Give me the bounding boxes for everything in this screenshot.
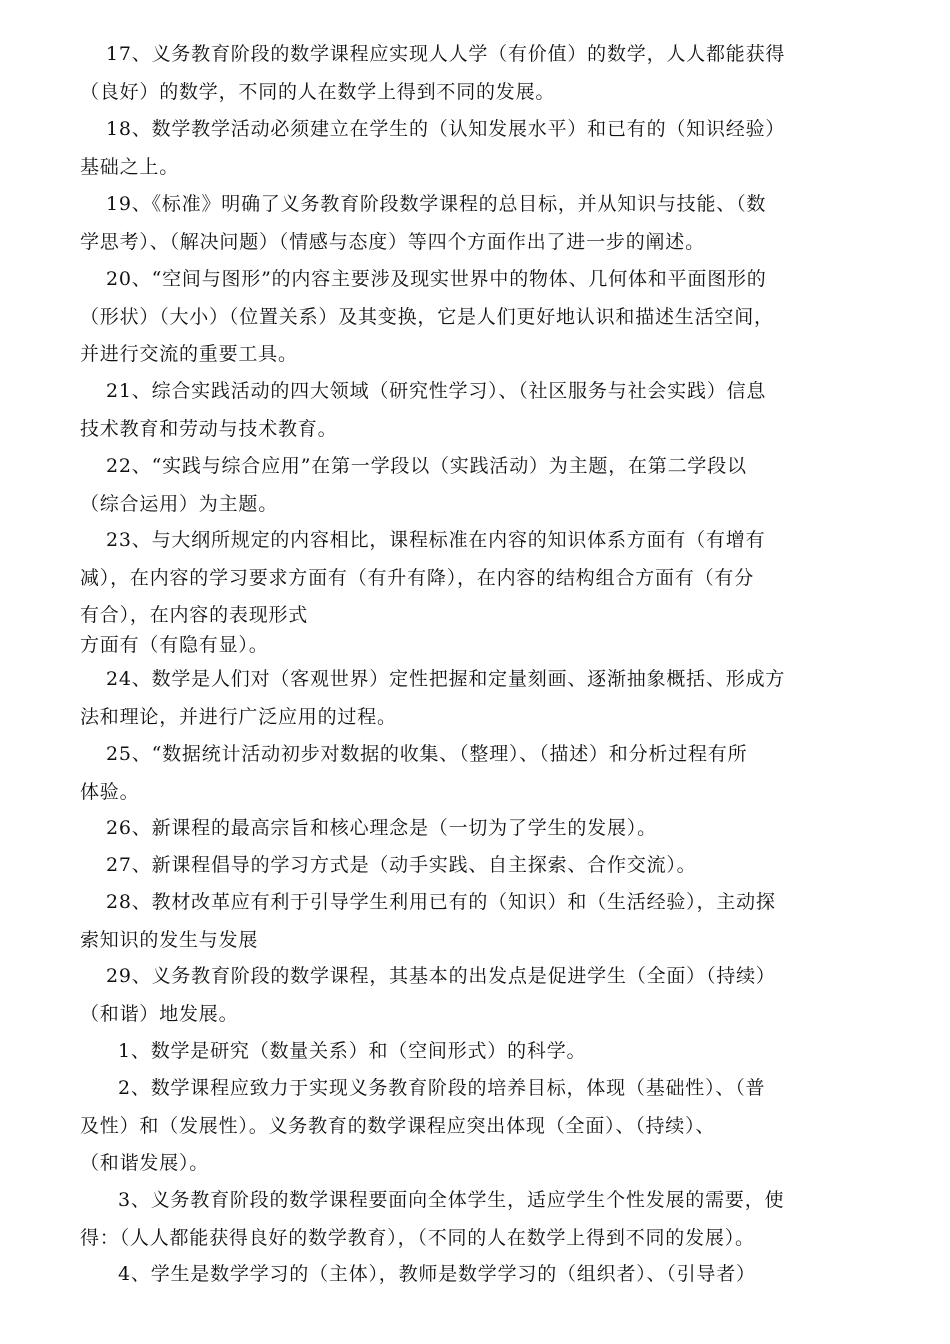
paragraph-18	[80, 111, 880, 186]
text-line: （和谐）地发展。	[80, 1002, 239, 1025]
text-line: 索知识的发生与发展	[80, 928, 259, 951]
text-line: 25、“数据统计活动初步对数据的收集、（整理）、（描述）和分析过程有所	[106, 743, 748, 765]
paragraph-29	[80, 958, 880, 1033]
paragraph-28	[80, 884, 880, 959]
text-line: 减），在内容的学习要求方面有（有升有降），在内容的结构组合方面有（有分	[80, 566, 755, 589]
text-line: 得：（人人都能获得良好的数学教育），（不同的人在数学上得到不同的发展）。	[80, 1226, 755, 1249]
text-line: （综合运用）为主题。	[80, 492, 279, 515]
text-line: （形状）（大小）（位置关系）及其变换，它是人们更好地认识和描述生活空间，	[80, 305, 774, 328]
paragraph-24	[80, 661, 880, 736]
text-line: 26、新课程的最高宗旨和核心理念是（一切为了学生的发展）。	[106, 817, 657, 839]
text-line: 2、数学课程应致力于实现义务教育阶段的培养目标，体现（基础性）、（普	[118, 1077, 766, 1099]
paragraph-20	[80, 261, 880, 374]
text-line: 体验。	[80, 780, 140, 803]
paragraph-4	[80, 1256, 880, 1294]
text-line: 28、教材改革应有利于引导学生利用已有的（知识）和（生活经验），主动探	[106, 891, 776, 913]
text-line: 1、数学是研究（数量关系）和（空间形式）的科学。	[118, 1040, 587, 1062]
paragraph-19	[80, 186, 880, 261]
paragraph-3	[80, 1182, 880, 1257]
text-line: 3、义务教育阶段的数学课程要面向全体学生，适应学生个性发展的需要，使	[118, 1189, 785, 1211]
text-line: 19、《标准》明确了义务教育阶段数学课程的总目标，并从知识与技能、（数	[106, 193, 767, 215]
text-line: 24、数学是人们对（客观世界）定性把握和定量刻画、逐渐抽象概括、形成方	[106, 668, 786, 690]
text-line: 及性）和（发展性）。义务教育的数学课程应突出体现（全面）、（持续）、	[80, 1114, 716, 1137]
paragraph-21	[80, 373, 880, 448]
text-line: 21、综合实践活动的四大领域（研究性学习）、（社区服务与社会实践）信息	[106, 380, 767, 402]
text-line: 18、数学教学活动必须建立在学生的（认知发展水平）和已有的（知识经验）	[106, 118, 786, 140]
paragraph-2	[80, 1070, 880, 1183]
paragraph-26	[80, 810, 880, 848]
paragraph-27	[80, 847, 880, 885]
text-line: 方面有（有隐有显）。	[80, 634, 269, 656]
text-line: 法和理论，并进行广泛应用的过程。	[80, 705, 397, 728]
text-line: （良好）的数学，不同的人在数学上得到不同的发展。	[80, 80, 556, 103]
paragraph-1	[80, 1033, 880, 1071]
paragraph-25	[80, 736, 880, 811]
paragraph-17	[80, 36, 880, 111]
text-line: 27、新课程倡导的学习方式是（动手实践、自主探索、合作交流）。	[106, 854, 697, 876]
text-line: 学思考）、（解决问题）（情感与态度）等四个方面作出了进一步的阐述。	[80, 230, 705, 253]
paragraph-22	[80, 448, 880, 523]
text-line: 20、“空间与图形”的内容主要涉及现实世界中的物体、几何体和平面图形的	[106, 268, 767, 290]
text-line: 17、义务教育阶段的数学课程应实现人人学（有价值）的数学，人人都能获得	[106, 43, 786, 65]
text-line: 技术教育和劳动与技术教育。	[80, 417, 338, 440]
text-line: 4、学生是数学学习的（主体），教师是数学学习的（组织者）、（引导者）	[118, 1263, 756, 1285]
paragraph-23	[80, 522, 880, 665]
text-line: 并进行交流的重要工具。	[80, 343, 298, 365]
text-line: （和谐发展）。	[80, 1152, 210, 1174]
text-line: 29、义务教育阶段的数学课程，其基本的出发点是促进学生（全面）（持续）	[106, 965, 776, 987]
text-line: 基础之上。	[80, 155, 180, 178]
text-line: 有合），在内容的表现形式	[80, 604, 309, 626]
text-line: 23、与大纲所规定的内容相比，课程标准在内容的知识体系方面有（有增有	[106, 529, 766, 551]
text-line: 22、“实践与综合应用”在第一学段以（实践活动）为主题，在第二学段以	[106, 455, 747, 477]
